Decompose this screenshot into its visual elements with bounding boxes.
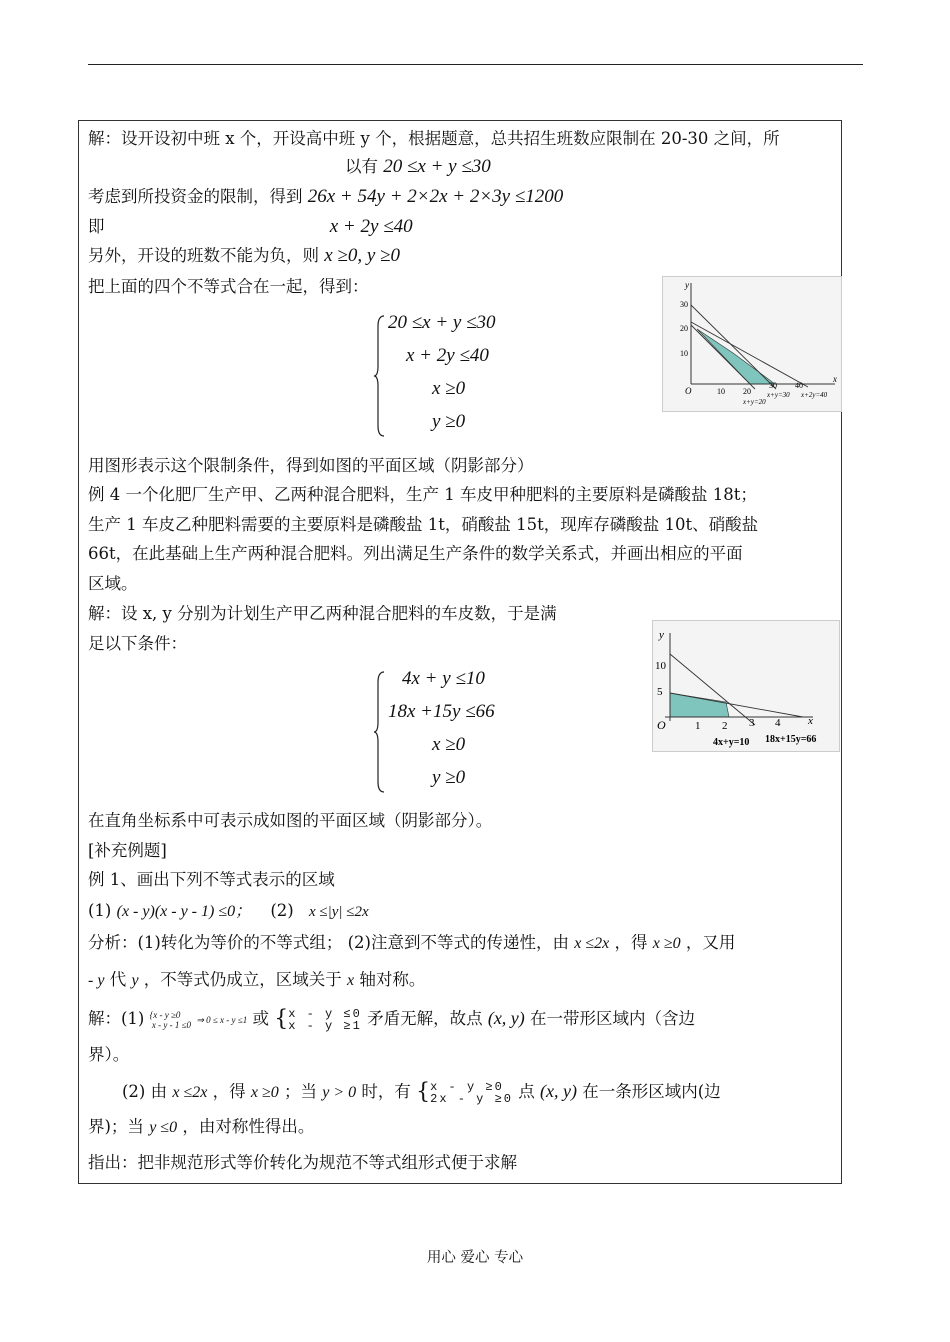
fig1-x-tick: 10 xyxy=(717,387,725,396)
solution-text: 解：(1) xyxy=(88,1009,145,1028)
fig1-y-tick: 20 xyxy=(680,324,688,333)
supplement-questions xyxy=(88,900,369,923)
small-system-row: x - y - 1 ≤0 xyxy=(151,1019,192,1030)
analysis-math: y xyxy=(131,972,139,989)
intro-line-1: 解：设开设初中班 x 个，开设高中班 y 个，根据题意，总共招生班数应限制在 20-30 之间，所 xyxy=(88,129,780,148)
constraint-total-classes: 20 ≤x + y ≤30 xyxy=(383,156,491,177)
figure-1-plot xyxy=(663,277,841,411)
solution-math: y > 0 xyxy=(322,1084,357,1101)
fig1-x-tick: 20 xyxy=(743,387,751,396)
solution-math: x ≥0 xyxy=(250,1084,279,1101)
fig2-x-tick: 3 xyxy=(749,717,755,729)
solution-text: 在一带形区域内（含边 xyxy=(530,1009,696,1028)
intro-line-2-text: 以有 xyxy=(345,157,378,176)
summary-note: 指出：把非规范形式等价转化为规范不等式组形式便于求解 xyxy=(88,1153,517,1172)
small-system-result: ⇒ 0 ≤ x - y ≤1 xyxy=(196,1014,248,1025)
solution-line-1b: 界）。 xyxy=(88,1045,130,1064)
fig2-annotation: 18x+15y=66 xyxy=(765,734,817,745)
system2-row: y ≥0 xyxy=(432,767,466,788)
system2-row: 18x +15y ≤66 xyxy=(388,701,495,722)
shaded-region xyxy=(697,329,775,384)
fig2-x-tick: 2 xyxy=(722,720,728,732)
intro-line-3-text: 考虑到所投资金的限制，得到 xyxy=(88,187,303,206)
small-system-row: x - y ≥0 xyxy=(153,1009,181,1020)
fig2-y-tick: 10 xyxy=(655,660,666,672)
brace-glyph-icon: { xyxy=(416,1079,431,1105)
intro-line-5-text: 另外，开设的班数不能为负，则 xyxy=(88,246,319,265)
analysis-line-2 xyxy=(88,969,425,992)
solution-big-system xyxy=(288,1008,362,1032)
fig1-annotation: x+y=20 xyxy=(743,398,766,406)
fig2-x-tick: 1 xyxy=(695,720,701,732)
figure-feasible-region-2 xyxy=(652,620,840,752)
fig2-y-label: y xyxy=(659,629,664,641)
fig2-x-label: x xyxy=(808,715,813,727)
analysis-math: - y xyxy=(88,972,105,989)
solution-text: 点 xyxy=(518,1082,535,1101)
header-rule xyxy=(88,64,863,65)
big-system-row: x - y ≥1 xyxy=(288,1018,362,1033)
fig1-origin: O xyxy=(685,386,692,396)
solution-text: ，由对称性得出。 xyxy=(182,1117,315,1136)
brace-glyph-icon: { xyxy=(274,1006,289,1032)
solution-big-system xyxy=(430,1081,513,1105)
solution-text: 界)；当 xyxy=(88,1117,144,1136)
page-footer: 用心 爱心 专心 xyxy=(426,1250,524,1266)
solution-math: x ≤2x xyxy=(172,1084,208,1101)
left-brace-icon xyxy=(374,314,386,438)
question-2-number: (2) xyxy=(270,901,294,920)
constraint-nonneg: x ≥0, y ≥0 xyxy=(324,245,400,266)
question-1-inequality: (x - y)(x - y - 1) ≤0； xyxy=(116,903,252,920)
intro-line-3 xyxy=(88,186,563,208)
big-system-row: x - y ≥0 xyxy=(430,1079,504,1094)
solution-small-system: {x - y ≥0 x - y - 1 ≤0 xyxy=(149,1009,192,1030)
system1-row: x ≥0 xyxy=(432,378,466,399)
analysis-text: 代 xyxy=(109,970,127,989)
analysis-text: 轴对称。 xyxy=(359,970,426,989)
big-system-row: 2x - y ≥0 xyxy=(430,1091,513,1106)
intro-line-6: 把上面的四个不等式合在一起，得到： xyxy=(88,277,369,296)
analysis-text: ，又用 xyxy=(685,933,736,952)
analysis-text: ，不等式仍成立，区域关于 xyxy=(143,970,342,989)
intro-line-2 xyxy=(345,156,491,178)
intro-line-4 xyxy=(88,216,413,238)
figure-feasible-region-1 xyxy=(662,276,842,412)
line-x-plus-y-20 xyxy=(691,325,755,389)
fig1-y-label: y xyxy=(685,280,689,290)
fig1-y-tick: 10 xyxy=(680,349,688,358)
example4-line-2: 生产 1 车皮乙种肥料需要的主要原料是磷酸盐 1t，硝酸盐 15t，现库存磷酸盐 10t、硝酸盐 xyxy=(88,515,759,534)
solution-text: (2) 由 xyxy=(122,1082,168,1101)
after-figure-2: 在直角坐标系中可表示成如图的平面区域（阴影部分）。 xyxy=(88,811,493,830)
fig2-y-tick: 5 xyxy=(657,686,663,698)
supplement-title: [补充例题] xyxy=(88,841,167,860)
system1-row: x + 2y ≤40 xyxy=(406,345,489,366)
fig1-x-label: x xyxy=(833,374,837,384)
fig1-annotation: x+y=30 xyxy=(767,391,790,399)
constraint-budget: 26x + 54y + 2×2x + 2×3y ≤1200 xyxy=(307,186,564,207)
analysis-math: x ≥0 xyxy=(652,935,681,952)
analysis-line-1 xyxy=(88,932,735,955)
question-1-number: (1) xyxy=(88,901,112,920)
fig1-x-tick: 30 xyxy=(769,381,777,390)
solution-point: (x, y) xyxy=(487,1008,525,1028)
solution-text: ，得 xyxy=(212,1082,246,1101)
example4-line-1: 例 4 一个化肥厂生产甲、乙两种混合肥料，生产 1 车皮甲种肥料的主要原料是磷酸盐 18t； xyxy=(88,485,757,504)
solution-text: ；当 xyxy=(284,1082,317,1101)
solution-line-2b xyxy=(88,1116,314,1139)
solution-point: (x, y) xyxy=(539,1081,577,1101)
system1-row: 20 ≤x + y ≤30 xyxy=(388,312,496,333)
inequality-system-2 xyxy=(380,668,550,798)
example4-line-3: 66t，在此基础上生产两种混合肥料。列出满足生产条件的数学关系式，并画出相应的平面 xyxy=(88,544,743,563)
solution-text: 或 xyxy=(252,1009,269,1028)
line-x-plus-y-30 xyxy=(691,305,776,389)
analysis-text: ，得 xyxy=(614,933,648,952)
supplement-example-1: 例 1、画出下列不等式表示的区域 xyxy=(88,870,335,889)
solution-line-1 xyxy=(88,1007,695,1032)
figure-2-plot xyxy=(653,621,839,751)
solution-line-2 xyxy=(122,1080,721,1105)
shaded-region xyxy=(670,693,729,717)
solution-math: y ≤0 xyxy=(149,1119,178,1136)
system2-row: x ≥0 xyxy=(432,734,466,755)
analysis-math: x ≤2x xyxy=(574,935,610,952)
constraint-simplified: x + 2y ≤40 xyxy=(329,216,413,237)
solution-text: 在一条形区域内(边 xyxy=(582,1082,721,1101)
analysis-text: 分析：(1)转化为等价的不等式组； (2)注意到不等式的传递性，由 xyxy=(88,933,569,952)
fig2-origin: O xyxy=(657,718,666,732)
question-2-inequality: x ≤|y| ≤2x xyxy=(309,904,369,920)
big-system-row: x - y ≤0 xyxy=(288,1006,362,1021)
example4-solution-2: 足以下条件： xyxy=(88,634,187,653)
system1-row: y ≥0 xyxy=(432,411,466,432)
intro-line-4-text: 即 xyxy=(88,217,105,236)
fig1-x-tick: 40 xyxy=(795,381,803,390)
inequality-system-1 xyxy=(380,312,540,442)
analysis-math: x xyxy=(347,972,355,989)
left-brace-icon xyxy=(374,670,386,794)
system2-row: 4x + y ≤10 xyxy=(402,668,485,689)
fig2-x-tick: 4 xyxy=(775,717,781,729)
solution-text: 时，有 xyxy=(361,1082,411,1101)
fig2-annotation: 4x+y=10 xyxy=(713,737,750,748)
intro-line-5 xyxy=(88,245,400,267)
example4-line-4: 区域。 xyxy=(88,574,138,593)
example4-solution-1: 解：设 x, y 分别为计划生产甲乙两种混合肥料的车皮数，于是满 xyxy=(88,604,557,623)
fig1-y-tick: 30 xyxy=(680,300,688,309)
fig1-annotation: x+2y=40 xyxy=(801,391,828,399)
after-figure-1: 用图形表示这个限制条件，得到如图的平面区域（阴影部分） xyxy=(88,456,534,475)
solution-text: 矛盾无解，故点 xyxy=(367,1009,483,1028)
